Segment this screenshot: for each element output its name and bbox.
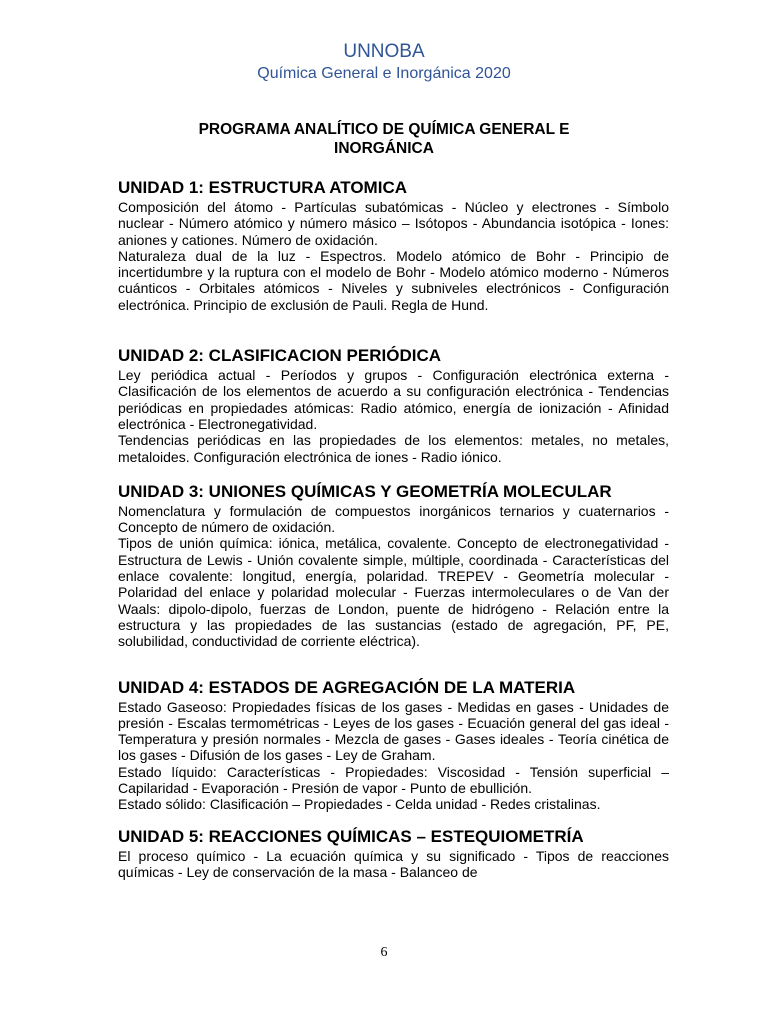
unit-2-heading: UNIDAD 2: CLASIFICACION PERIÓDICA [118,346,442,366]
unit-2-paragraph-1: Ley periódica actual - Períodos y grupos - Configuración electrónica externa - Clasificación de los elementos de acuerdo a su configuración electrónica - Tendencias periódicas en propiedades atómicas: Radio atómico, energía de ionización - Afinidad electrónica - Electronegatividad. [118,367,669,432]
unit-2-section [118,344,669,465]
header-institution: UNNOBA [343,41,425,62]
unit-3-section [118,480,669,650]
unit-4-section [118,676,669,813]
header-course-title: Química General e Inorgánica 2020 [257,65,511,82]
unit-1-paragraph-2: Naturaleza dual de la luz - Espectros. Modelo atómico de Bohr - Principio de incertidumbre y la ruptura con el modelo de Bohr - Modelo atómico moderno - Números cuánticos - Orbitales atómicos - Niveles y subniveles electrónicos - Configuración electrónica. Principio de exclusión de Pauli. Regla de Hund. [118,247,669,313]
page-number: 6 [380,945,388,960]
unit-2-paragraph-2: Tendencias periódicas en las propiedades de los elementos: metales, no metales, metaloides. Configuración electrónica de iones - Radio iónico. [118,432,669,465]
document-body [118,176,669,880]
unit-4-heading: UNIDAD 4: ESTADOS DE AGREGACIÓN DE LA MATERIA [118,677,576,697]
unit-4-paragraph-3: Estado sólido: Clasificación – Propiedades - Celda unidad - Redes cristalinas. [118,796,601,813]
unit-3-paragraph-2: Tipos de unión química: iónica, metálica, covalente. Concepto de electronegatividad - Estructura de Lewis - Unión covalente simple, múltiple, coordinada - Características del enlace covalente: longitud, energía, polaridad. TREPEV - Geometría molecular - Polaridad del enlace y polaridad molecular - Fuerzas intermoleculares o de Van der Waals: dipolo-dipolo, fuerzas de London, puente de hidrógeno - Relación entre la estructura y las propiedades de las sustancias (estado de agregación, PF, PE, solubilidad, conductividad de corriente eléctrica). [118,535,669,650]
document-title [150,120,618,158]
page-header [0,40,768,84]
unit-1-section [118,176,669,313]
unit-3-paragraph-1: Nomenclatura y formulación de compuestos inorgánicos ternarios y cuaternarios - Concepto de número de oxidación. [118,502,669,536]
unit-1-heading: UNIDAD 1: ESTRUCTURA ATOMICA [118,178,407,197]
unit-4-paragraph-2: Estado líquido: Características - Propiedades: Viscosidad - Tensión superficial – Capilaridad - Evaporación - Presión de vapor - Punto de ebullición. [118,763,669,797]
unit-5-paragraph-1: El proceso químico - La ecuación química y su significado - Tipos de reacciones químicas - Ley de conservación de la masa - Balanceo de [118,847,669,880]
unit-1-paragraph-1: Composición del átomo - Partículas subatómicas - Núcleo y electrones - Símbolo nuclear - Número atómico y número másico – Isótopos - Abundancia isotópica - Iones: aniones y cationes. Número de oxidación. [118,199,669,248]
unit-5-heading: UNIDAD 5: REACCIONES QUÍMICAS – ESTEQUIOMETRÍA [118,826,584,846]
document-title-line-2: INORGÁNICA [334,140,434,157]
unit-3-heading: UNIDAD 3: UNIONES QUÍMICAS Y GEOMETRÍA MOLECULAR [118,481,612,501]
unit-4-paragraph-1: Estado Gaseoso: Propiedades físicas de los gases - Medidas en gases - Unidades de presión - Escalas termométricas - Leyes de los gases - Ecuación general del gas ideal - Temperatura y presión normales - Mezcla de gases - Gases ideales - Teoría cinética de los gases - Difusión de los gases - Ley de Graham. [118,698,669,764]
unit-5-section [118,825,669,881]
document-title-line-1: PROGRAMA ANALÍTICO DE QUÍMICA GENERAL E [198,121,570,138]
